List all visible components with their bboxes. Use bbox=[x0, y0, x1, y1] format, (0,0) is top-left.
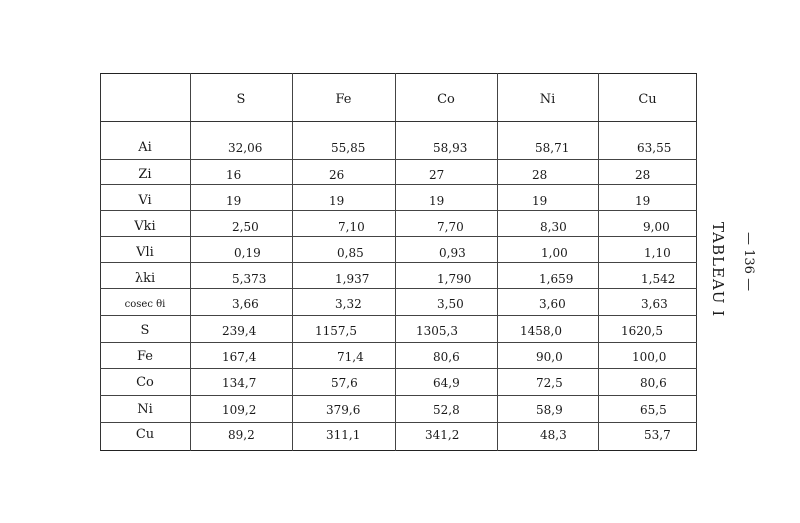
table-cell: 19 bbox=[226, 194, 242, 208]
row-rule bbox=[100, 368, 697, 369]
row-label-lambda-ki: λki bbox=[134, 271, 156, 286]
table-cell: 28 bbox=[635, 168, 651, 182]
table-cell: 19 bbox=[635, 194, 651, 208]
table-cell: 16 bbox=[226, 168, 242, 182]
row-label-fe: Fe bbox=[136, 349, 153, 364]
row-label-zi: Zi bbox=[138, 167, 152, 182]
row-rule bbox=[100, 184, 697, 185]
row-label-ai: Ai bbox=[138, 140, 152, 155]
header-fe: Fe bbox=[335, 92, 352, 107]
table-cell: 2,50 bbox=[232, 220, 259, 234]
table-cell: 1,937 bbox=[335, 272, 370, 286]
table-cell: 1305,3 bbox=[416, 324, 458, 338]
table-cell: 100,0 bbox=[632, 350, 667, 364]
table-cell: 89,2 bbox=[228, 428, 255, 442]
row-rule bbox=[100, 288, 697, 289]
row-rule bbox=[100, 422, 697, 423]
row-label-vki: Vki bbox=[134, 219, 156, 234]
row-rule bbox=[100, 236, 697, 237]
table-cell: 311,1 bbox=[326, 428, 361, 442]
table-cell: 80,6 bbox=[433, 350, 460, 364]
table-cell: 52,8 bbox=[433, 403, 460, 417]
table-cell: 58,71 bbox=[535, 141, 570, 155]
table-cell: 57,6 bbox=[331, 376, 358, 390]
table-cell: 55,85 bbox=[331, 141, 366, 155]
table-cell: 32,06 bbox=[228, 141, 263, 155]
table-cell: 7,10 bbox=[338, 220, 365, 234]
table-cell: 3,60 bbox=[539, 297, 566, 311]
row-label-vli: Vli bbox=[136, 245, 154, 260]
table-cell: 80,6 bbox=[640, 376, 667, 390]
row-label-ni: Ni bbox=[137, 402, 153, 417]
row-label-co: Co bbox=[136, 375, 154, 390]
row-label-cosec-theta: cosec θi bbox=[124, 299, 166, 310]
table-cell: 26 bbox=[329, 168, 345, 182]
row-label-vi: Vi bbox=[138, 193, 152, 208]
header-ni: Ni bbox=[539, 92, 556, 107]
table-cell: 8,30 bbox=[540, 220, 567, 234]
table-cell: 90,0 bbox=[536, 350, 563, 364]
table-cell: 1620,5 bbox=[621, 324, 663, 338]
table-cell: 48,3 bbox=[540, 428, 567, 442]
table-cell: 27 bbox=[429, 168, 445, 182]
row-label-cu: Cu bbox=[135, 427, 155, 442]
table-cell: 1458,0 bbox=[520, 324, 562, 338]
row-rule bbox=[100, 210, 697, 211]
table-cell: 58,9 bbox=[536, 403, 563, 417]
page-number: — 136 — bbox=[741, 232, 756, 292]
table-cell: 1157,5 bbox=[315, 324, 357, 338]
header-rule bbox=[100, 121, 697, 122]
table-cell: 64,9 bbox=[433, 376, 460, 390]
table-cell: 19 bbox=[329, 194, 345, 208]
table-cell: 7,70 bbox=[437, 220, 464, 234]
table-cell: 63,55 bbox=[637, 141, 672, 155]
table-cell: 1,00 bbox=[541, 246, 568, 260]
table-cell: 1,542 bbox=[641, 272, 676, 286]
table-cell: 167,4 bbox=[222, 350, 257, 364]
table-cell: 53,7 bbox=[644, 428, 671, 442]
row-label-s: S bbox=[140, 323, 150, 338]
table-cell: 341,2 bbox=[425, 428, 460, 442]
table-cell: 28 bbox=[532, 168, 548, 182]
table-cell: 65,5 bbox=[640, 403, 667, 417]
row-rule bbox=[100, 315, 697, 316]
table-cell: 3,63 bbox=[641, 297, 668, 311]
row-rule bbox=[100, 395, 697, 396]
row-rule bbox=[100, 159, 697, 160]
table-cell: 58,93 bbox=[433, 141, 468, 155]
table-cell: 0,85 bbox=[337, 246, 364, 260]
table-cell: 72,5 bbox=[536, 376, 563, 390]
table-cell: 3,32 bbox=[335, 297, 362, 311]
row-rule bbox=[100, 262, 697, 263]
header-s: S bbox=[236, 92, 246, 107]
table-cell: 0,19 bbox=[234, 246, 261, 260]
table-cell: 9,00 bbox=[643, 220, 670, 234]
table-cell: 0,93 bbox=[439, 246, 466, 260]
table-cell: 19 bbox=[532, 194, 548, 208]
table-cell: 239,4 bbox=[222, 324, 257, 338]
table-cell: 109,2 bbox=[222, 403, 257, 417]
table-cell: 3,66 bbox=[232, 297, 259, 311]
table-cell: 134,7 bbox=[222, 376, 257, 390]
header-co: Co bbox=[437, 92, 455, 107]
table-cell: 5,373 bbox=[232, 272, 267, 286]
table-cell: 3,50 bbox=[437, 297, 464, 311]
table-cell: 19 bbox=[429, 194, 445, 208]
table-cell: 1,10 bbox=[644, 246, 671, 260]
table-cell: 1,659 bbox=[539, 272, 574, 286]
row-rule bbox=[100, 342, 697, 343]
header-cu: Cu bbox=[638, 92, 657, 107]
table-cell: 379,6 bbox=[326, 403, 361, 417]
table-cell: 71,4 bbox=[337, 350, 364, 364]
table-cell: 1,790 bbox=[437, 272, 472, 286]
table-title: TABLEAU I bbox=[709, 222, 727, 318]
